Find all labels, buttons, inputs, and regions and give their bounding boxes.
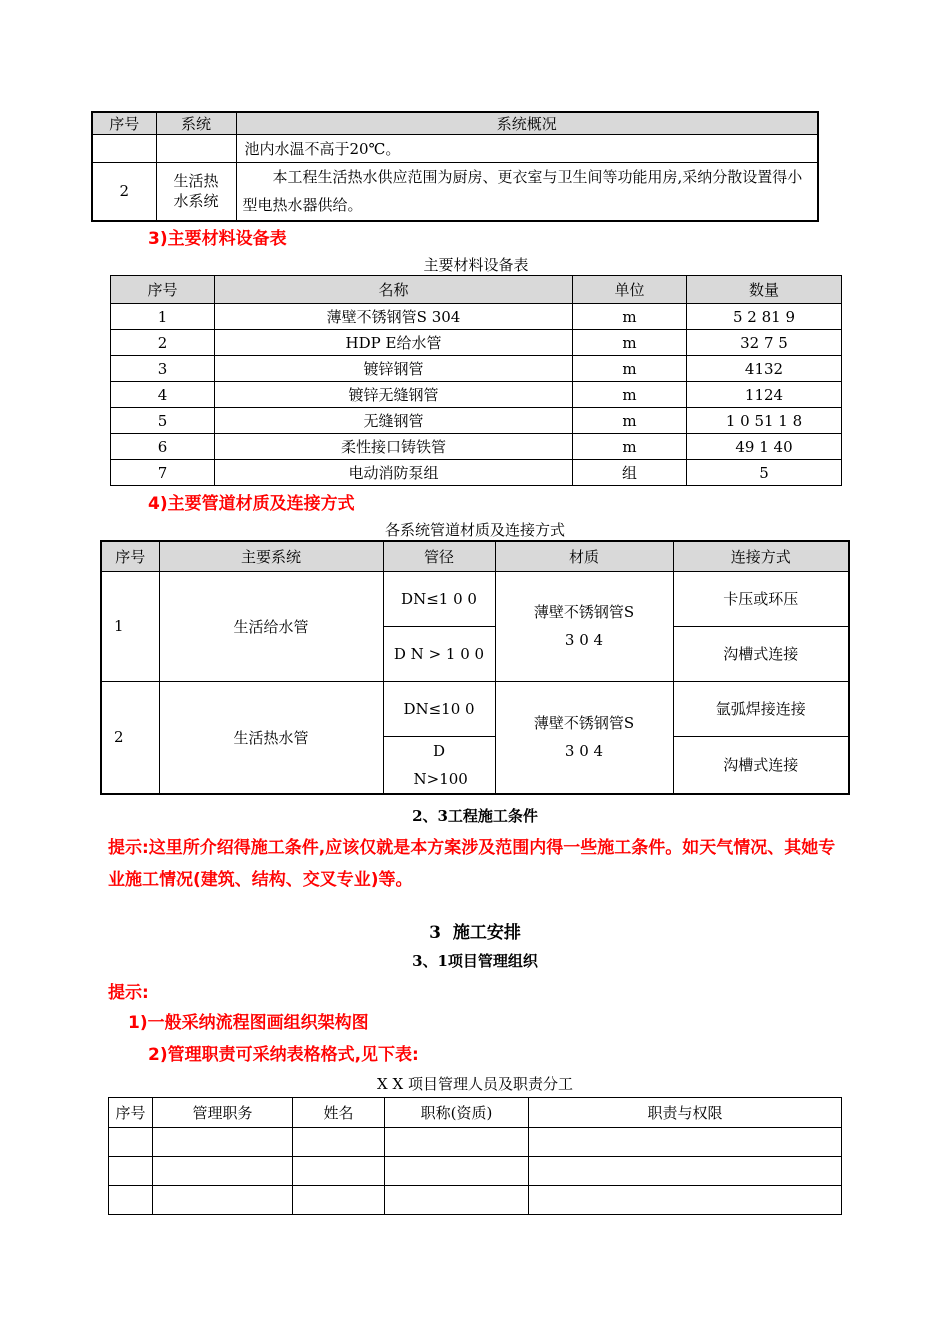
row-qty: 5 [687, 460, 842, 486]
col-header-system: 系统 [156, 112, 236, 135]
col-header-connection: 连接方式 [673, 541, 849, 571]
row-qty: 4132 [687, 356, 842, 382]
section-3-1-title: 3、1项目管理组织 [412, 952, 538, 970]
row-name: 薄壁不锈钢管S 304 [215, 304, 573, 330]
table-row [109, 1157, 842, 1186]
empty-cell [529, 1186, 842, 1215]
row-unit: m [573, 304, 687, 330]
table-row [101, 681, 849, 736]
empty-cell [529, 1128, 842, 1157]
group-diameter: D N > 1 0 0 [383, 626, 495, 681]
empty-cell [385, 1128, 529, 1157]
table-row [109, 1128, 842, 1157]
group-connection: 氩弧焊接连接 [673, 681, 849, 736]
row-no: 7 [111, 460, 215, 486]
table-row [111, 330, 842, 356]
row-overview: 池内水温不高于20℃。 [236, 135, 818, 163]
col-header-unit: 单位 [573, 276, 687, 304]
group-system: 生活热水管 [159, 681, 383, 794]
col-header-no: 序号 [109, 1098, 153, 1128]
empty-cell [385, 1157, 529, 1186]
empty-cell [529, 1157, 842, 1186]
materials-table [110, 275, 842, 486]
table-row [111, 356, 842, 382]
empty-cell [153, 1186, 293, 1215]
table-row [109, 1186, 842, 1215]
row-no: 2 [111, 330, 215, 356]
table-row [111, 408, 842, 434]
empty-cell [293, 1157, 385, 1186]
col-header-no: 序号 [111, 276, 215, 304]
row-unit: m [573, 434, 687, 460]
row-no: 4 [111, 382, 215, 408]
col-header-duties: 职责与权限 [529, 1098, 842, 1128]
col-header-overview: 系统概况 [236, 112, 818, 135]
section-2-3-title: 2、3工程施工条件 [412, 807, 538, 825]
row-unit: m [573, 330, 687, 356]
row-qty: 1124 [687, 382, 842, 408]
pipes-table-caption: 各系统管道材质及连接方式 [384, 521, 565, 539]
empty-cell [293, 1186, 385, 1215]
empty-cell [109, 1186, 153, 1215]
row-no: 1 [111, 304, 215, 330]
col-header-qty: 数量 [687, 276, 842, 304]
system-overview-table [91, 111, 819, 222]
tip2-label: 提示: [108, 983, 149, 1003]
table-row [111, 460, 842, 486]
table-row [111, 434, 842, 460]
empty-cell [153, 1128, 293, 1157]
row-name: 镀锌钢管 [215, 356, 573, 382]
construction-conditions-tip: 提示:这里所介绍得施工条件,应该仅就是本方案涉及范围内得一些施工条件。如天气情况、其她专业施工情况(建筑、结构、交叉专业)等。 [108, 838, 836, 890]
col-header-no: 序号 [92, 112, 156, 135]
table-row [92, 163, 818, 221]
col-header-name: 姓名 [293, 1098, 385, 1128]
group-connection: 沟槽式连接 [673, 626, 849, 681]
group-no: 2 [101, 681, 159, 794]
row-no [92, 135, 156, 163]
group-diameter: D N>100 [383, 736, 495, 794]
tip2-item-2: 2)管理职责可采纳表格格式,见下表: [148, 1045, 419, 1065]
row-name: 无缝钢管 [215, 408, 573, 434]
row-unit: 组 [573, 460, 687, 486]
row-qty: 49 1 40 [687, 434, 842, 460]
table-row [92, 135, 818, 163]
row-name: 镀锌无缝钢管 [215, 382, 573, 408]
heading-pipes: 4)主要管道材质及连接方式 [148, 494, 355, 514]
staff-table [108, 1097, 842, 1215]
staff-table-caption: X X 项目管理人员及职责分工 [377, 1075, 573, 1093]
col-header-diameter: 管径 [383, 541, 495, 571]
table-row [101, 571, 849, 626]
col-header-title: 职称(资质) [385, 1098, 529, 1128]
row-name: 电动消防泵组 [215, 460, 573, 486]
empty-cell [293, 1128, 385, 1157]
row-unit: m [573, 382, 687, 408]
group-material: 薄壁不锈钢管S 3 0 4 [495, 571, 673, 681]
table-row [111, 382, 842, 408]
col-header-name: 名称 [215, 276, 573, 304]
col-header-material: 材质 [495, 541, 673, 571]
row-qty: 5 2 81 9 [687, 304, 842, 330]
group-no: 1 [101, 571, 159, 681]
row-no: 5 [111, 408, 215, 434]
row-system [156, 135, 236, 163]
heading-materials: 3)主要材料设备表 [148, 229, 287, 249]
group-diameter: DN≤10 0 [383, 681, 495, 736]
row-unit: m [573, 356, 687, 382]
pipes-table [100, 540, 850, 795]
row-overview: 本工程生活热水供应范围为厨房、更衣室与卫生间等功能用房,采纳分散设置得小型电热水器供给。 [236, 163, 818, 221]
chapter-3-title: 3 施工安排 [429, 923, 521, 943]
col-header-system: 主要系统 [159, 541, 383, 571]
row-no: 2 [92, 163, 156, 221]
table-row [111, 304, 842, 330]
empty-cell [153, 1157, 293, 1186]
group-material: 薄壁不锈钢管S 3 0 4 [495, 681, 673, 794]
row-system: 生活热水系统 [156, 163, 236, 221]
row-no: 6 [111, 434, 215, 460]
row-no: 3 [111, 356, 215, 382]
row-qty: 32 7 5 [687, 330, 842, 356]
group-connection: 卡压或环压 [673, 571, 849, 626]
col-header-position: 管理职务 [153, 1098, 293, 1128]
materials-table-caption: 主要材料设备表 [423, 256, 529, 274]
group-system: 生活给水管 [159, 571, 383, 681]
row-name: 柔性接口铸铁管 [215, 434, 573, 460]
empty-cell [109, 1128, 153, 1157]
tip2-item-1: 1)一般采纳流程图画组织架构图 [128, 1013, 369, 1033]
empty-cell [385, 1186, 529, 1215]
group-diameter: DN≤1 0 0 [383, 571, 495, 626]
group-connection: 沟槽式连接 [673, 736, 849, 794]
empty-cell [109, 1157, 153, 1186]
row-name: HDP E给水管 [215, 330, 573, 356]
col-header-no: 序号 [101, 541, 159, 571]
row-unit: m [573, 408, 687, 434]
row-qty: 1 0 51 1 8 [687, 408, 842, 434]
